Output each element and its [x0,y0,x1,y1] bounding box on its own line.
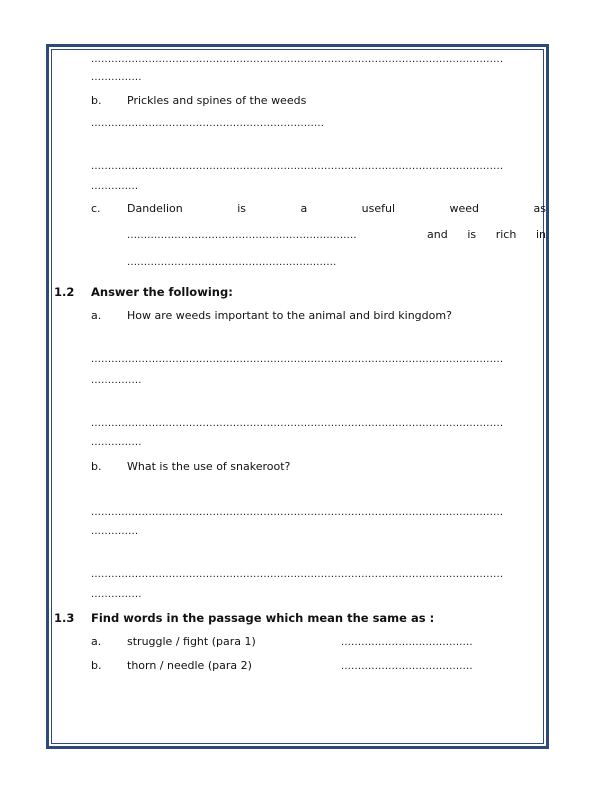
word: and [427,228,448,241]
question-text: struggle / fight (para 1) [127,635,256,648]
answer-line: ..................................................................... [91,119,325,129]
answer-line: .......................................................................................................................... [91,570,504,580]
word: rich [495,228,517,241]
word: useful [361,202,396,215]
fill-blank-line: ....................................... [341,638,473,648]
question-text: Prickles and spines of the weeds [127,94,307,107]
section-title: Answer the following: [91,285,233,299]
question-label: c. [91,202,101,215]
word: Dandelion [127,202,183,215]
fill-blank-line: .............................................................. [127,258,337,268]
question-text: What is the use of snakeroot? [127,460,291,473]
answer-line: .............. [91,527,139,537]
answer-line: .......................................................................................................................... [91,419,504,429]
question-label: a. [91,309,102,322]
word: is [467,228,477,241]
question-text: How are weeds important to the animal and bird kingdom? [127,309,452,322]
question-text-row [127,202,546,215]
answer-line: .............. [91,182,139,192]
word: as [533,202,546,215]
answer-line: .......................................................................................................................... [91,162,504,172]
answer-line: .......................................................................................................................... [91,508,504,518]
answer-line: .......................................................................................................................... [91,55,504,65]
answer-line: ............... [91,376,142,386]
section-title: Find words in the passage which mean the same as : [91,611,435,625]
section-number: 1.3 [54,611,75,625]
question-label: a. [91,635,102,648]
question-text: thorn / needle (para 2) [127,659,252,672]
section-number: 1.2 [54,285,75,299]
answer-line: ............... [91,590,142,600]
answer-line: .......................................................................................................................... [91,355,504,365]
word: weed [449,202,479,215]
word: is [237,202,246,215]
answer-line: ............... [91,73,142,83]
word: in [535,228,546,241]
word: a [300,202,308,215]
question-label: b. [91,94,102,107]
question-text-row [427,228,546,241]
question-label: b. [91,659,102,672]
question-label: b. [91,460,102,473]
fill-blank-line: .................................................................... [127,231,357,241]
answer-line: ............... [91,438,142,448]
fill-blank-line: ....................................... [341,662,473,672]
